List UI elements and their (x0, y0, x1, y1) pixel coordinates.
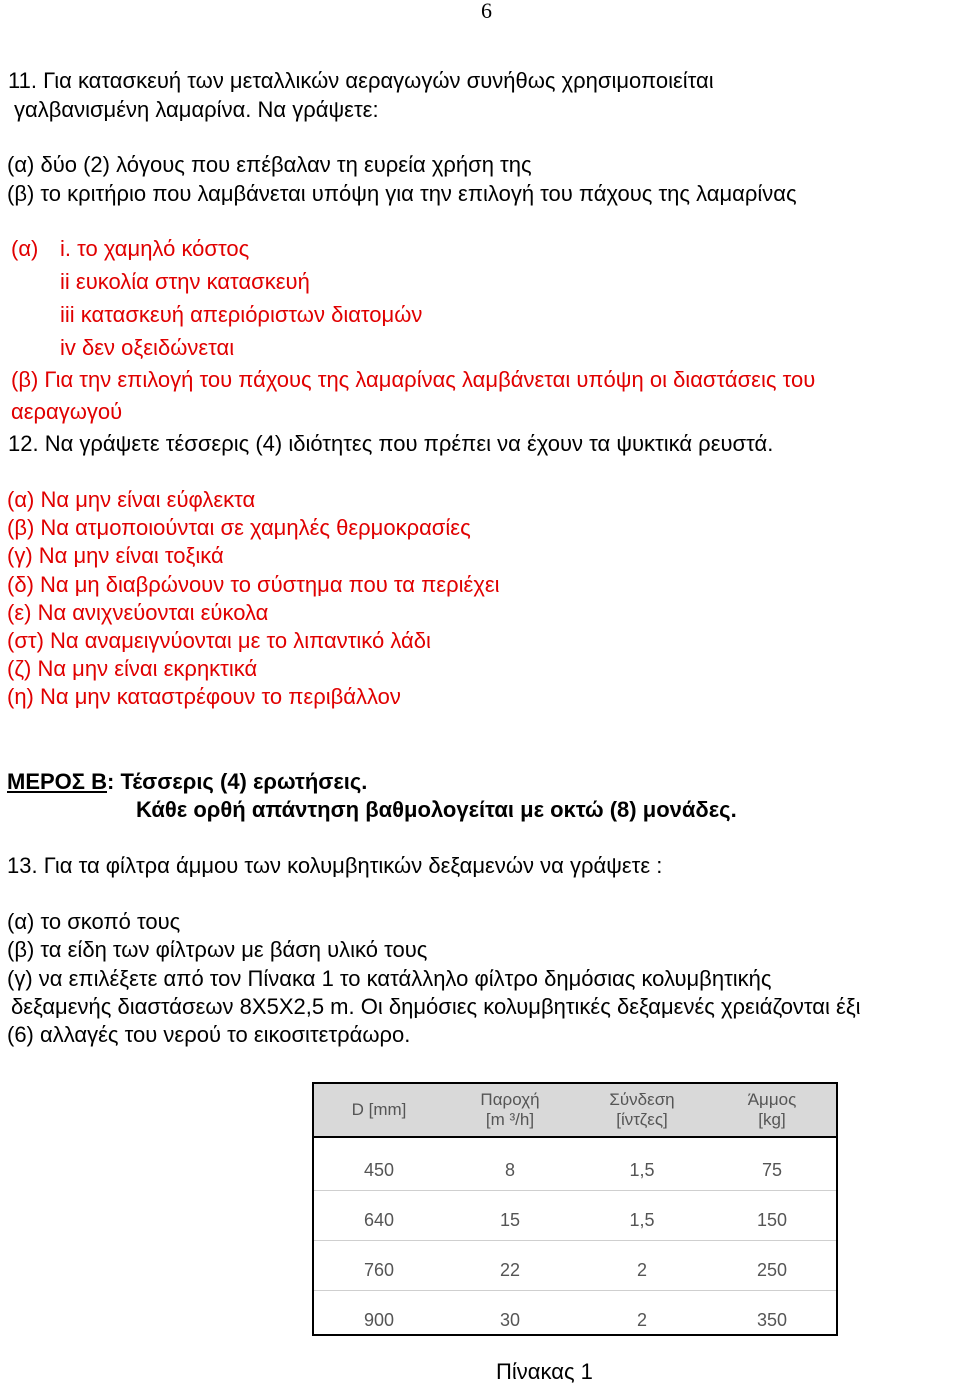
table-cell: 350 (756, 1310, 788, 1330)
a12-item: (γ) Να μην είναι τοξικά (7, 543, 224, 568)
table-cell: 22 (499, 1260, 521, 1280)
table-header-cell (584, 1090, 700, 1130)
table-cell: 450 (363, 1160, 395, 1180)
header-connection: Σύνδεση (609, 1090, 675, 1109)
table-cell: 1,5 (629, 1160, 655, 1180)
a12-item: (ζ) Να μην είναι εκρηκτικά (7, 656, 258, 681)
q13-line: 13. Για τα φίλτρα άμμου των κολυμβητικών δεξαμενών να γράψετε : (7, 853, 663, 878)
table-cell: 2 (636, 1310, 647, 1330)
a11-iv: iv δεν οξειδώνεται (60, 335, 235, 360)
table-cell: 2 (636, 1260, 647, 1280)
a12-item: (α) Να μην είναι εύφλεκτα (7, 487, 256, 512)
header-flow-unit: [m ³/h] (485, 1110, 535, 1129)
table-cell: 75 (761, 1160, 783, 1180)
table-cell: 30 (499, 1310, 521, 1330)
a11-ii: ii ευκολία στην κατασκευή (60, 269, 310, 294)
table-header (314, 1084, 836, 1138)
q11-line1: 11. Για κατασκευή των μεταλλικών αεραγωγών συνήθως χρησιμοποιείται (8, 68, 714, 93)
row-divider (314, 1190, 836, 1191)
part-b-heading-rest: : Τέσσερις (4) ερωτήσεις. (107, 769, 368, 794)
header-d: D [mm] (351, 1100, 407, 1119)
header-flow: Παροχή (480, 1090, 540, 1109)
table-header-cell (324, 1100, 434, 1120)
q11-a: (α) δύο (2) λόγους που επέβαλαν τη ευρεία χρήση της (7, 152, 532, 177)
q11-line2: γαλβανισμένη λαμαρίνα. Να γράψετε: (14, 97, 379, 122)
a12-item: (στ) Να αναμειγνύονται με το λιπαντικό λάδι (7, 628, 431, 653)
a11-b-line2: αεραγωγού (11, 399, 123, 424)
row-divider (314, 1240, 836, 1241)
part-b-heading (7, 769, 367, 795)
q13-a: (α) το σκοπό τους (7, 909, 181, 934)
q13-c3: (6) αλλαγές του νερού το εικοσιτετράωρο. (7, 1022, 411, 1047)
table-header-cell (714, 1090, 830, 1130)
a11-i: i. το χαμηλό κόστος (60, 236, 250, 261)
a11-iii: iii κατασκευή απεριόριστων διατομών (60, 302, 423, 327)
a12-item: (η) Να μην καταστρέφουν το περιβάλλον (7, 684, 401, 709)
header-connection-unit: [ίντζες] (616, 1110, 668, 1129)
table-cell: 1,5 (629, 1210, 655, 1230)
q13-c1: (γ) να επιλέξετε από τον Πίνακα 1 το κατάλληλο φίλτρο δημόσιας κολυμβητικής (7, 966, 772, 991)
a12-item: (β) Να ατμοποιούνται σε χαμηλές θερμοκρασίες (7, 515, 471, 540)
sand-filter-table (312, 1082, 838, 1336)
a11-b-line1: (β) Για την επιλογή του πάχους της λαμαρίνας λαμβάνεται υπόψη οι διαστάσεις του (11, 367, 816, 392)
header-sand: Άμμος (747, 1090, 797, 1109)
table-cell: 15 (499, 1210, 521, 1230)
row-divider (314, 1290, 836, 1291)
table-cell: 760 (363, 1260, 395, 1280)
part-b-line2: Κάθε ορθή απάντηση βαθμολογείται με οκτώ (8) μονάδες. (136, 797, 737, 822)
table-header-cell (452, 1090, 568, 1130)
table-cell: 8 (504, 1160, 515, 1180)
table-cell: 150 (756, 1210, 788, 1230)
a11-a-prefix: (α) (11, 236, 39, 261)
q13-b: (β) τα είδη των φίλτρων με βάση υλικό τους (7, 937, 428, 962)
table-cell: 250 (756, 1260, 788, 1280)
q12-line: 12. Να γράψετε τέσσερις (4) ιδιότητες που πρέπει να έχουν τα ψυκτικά ρευστά. (8, 431, 774, 456)
q13-c2: δεξαμενής διαστάσεων 8Χ5Χ2,5 m. Οι δημόσιες κολυμβητικές δεξαμενές χρειάζονται έξι (11, 994, 861, 1019)
page-number: 6 (481, 0, 492, 23)
a12-item: (δ) Να μη διαβρώνουν το σύστημα που τα περιέχει (7, 572, 500, 597)
part-b-heading-label: ΜΕΡΟΣ Β (7, 769, 107, 794)
a12-item: (ε) Να ανιχνεύονται εύκολα (7, 600, 269, 625)
table-cell: 900 (363, 1310, 395, 1330)
q11-b: (β) το κριτήριο που λαμβάνεται υπόψη για την επιλογή του πάχους της λαμαρίνας (7, 181, 797, 206)
table-cell: 640 (363, 1210, 395, 1230)
header-sand-unit: [kg] (758, 1110, 786, 1129)
table-caption: Πίνακας 1 (496, 1359, 593, 1384)
